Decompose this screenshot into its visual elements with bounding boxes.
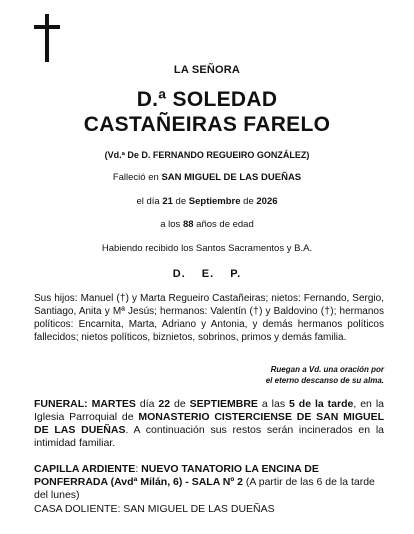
- casa-doliente: CASA DOLIENTE: SAN MIGUEL DE LAS DUEÑAS: [34, 503, 275, 515]
- death-place: Falleció en SAN MIGUEL DE LAS DUEÑAS: [112, 172, 302, 183]
- family-list: Sus hijos: Manuel (†) y Marta Regueiro Castañeiras; nietos: Fernando, Sergio, Santiago, Anita y Mª Jesús; hermanos: Valentín (†) y Baldovino (†); hermanos políticos: Encarnita, Marta, Adriano y Antonia, y demás hermanos políticos fallecidos; nietos políticos, biznietos, sobrinos, primos y demás familia.: [34, 293, 384, 343]
- capilla-ardiente: CAPILLA ARDIENTE: NUEVO TANATORIO LA ENCINA DE PONFERRADA (Avdª Milán, 6) - SALA Nº 2 (A partir de las 6 de la tarde del lunes): [34, 463, 375, 501]
- deceased-name-line2: CASTAÑEIRAS FARELO: [83, 113, 331, 136]
- prayer-request: Ruegan a Vd. una oración por el eterno descanso de su alma.: [265, 365, 384, 385]
- funeral-info: FUNERAL: MARTES día 22 de SEPTIEMBRE a las 5 de la tarde, en la Iglesia Parroquial de MONASTERIO CISTERCIENSE DE SAN MIGUEL DE LAS DUEÑAS. A continuación sus restos serán incinerados en la intimidad familiar.: [34, 398, 385, 449]
- deceased-name-line1: D.ª SOLEDAD: [136, 88, 278, 111]
- death-age: a los 88 años de edad: [160, 219, 254, 230]
- death-date: el día 21 de Septiembre de 2026: [136, 196, 278, 207]
- widow-of: (Vd.ª De D. FERNANDO REGUEIRO GONZÁLEZ): [104, 150, 310, 160]
- cross-icon: [34, 14, 60, 62]
- sacraments: Habiendo recibido los Santos Sacramentos y B.A.: [101, 243, 313, 254]
- header-label: LA SEÑORA: [173, 64, 241, 76]
- dep-label: D. E. P.: [172, 268, 242, 280]
